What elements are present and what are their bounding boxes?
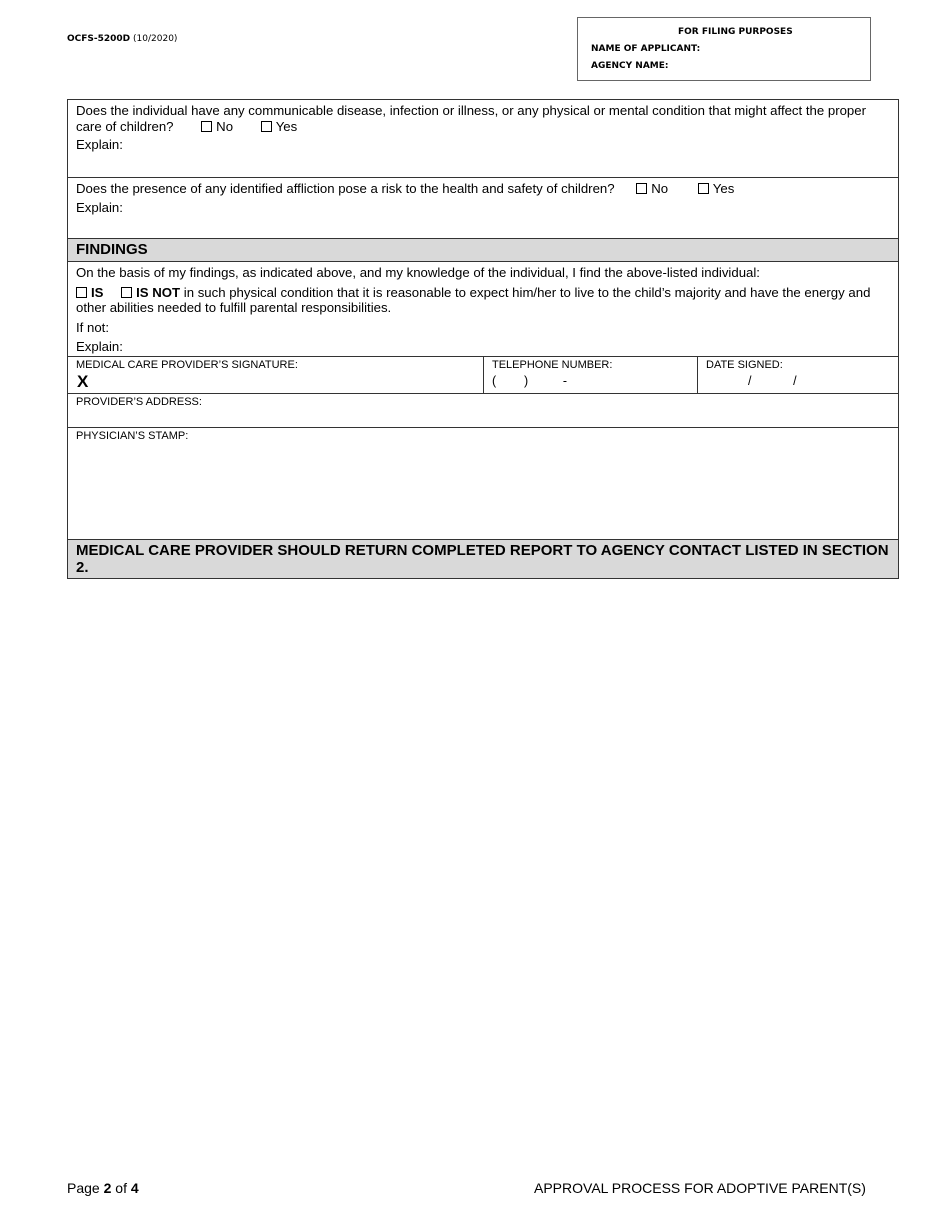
findings-intro: On the basis of my findings, as indicated above, and my knowledge of the individual, I find the above-listed individual: <box>76 265 760 280</box>
page-number <box>67 1180 139 1196</box>
page-current: 2 <box>103 1180 112 1196</box>
checkbox[interactable] <box>201 121 212 132</box>
option-label: IS NOT <box>136 285 181 300</box>
medical-form-table <box>67 99 899 579</box>
provider-signature-field[interactable] <box>68 357 484 393</box>
date-signed-field[interactable] <box>698 357 898 393</box>
field-label: TELEPHONE NUMBER: <box>492 359 613 371</box>
affliction-risk-question <box>68 178 898 239</box>
name-of-applicant-field[interactable]: NAME OF APPLICANT: <box>591 44 701 54</box>
physician-stamp-area[interactable] <box>68 428 898 540</box>
statement-text: in such physical condition that it is reasonable to expect him/her to live to the child’s majority and have the energy and other abilities needed to fulfill parental responsibilities. <box>76 285 871 315</box>
q1-explain-field[interactable]: Explain: <box>76 137 123 152</box>
field-label: DATE SIGNED: <box>706 359 783 371</box>
form-number: OCFS-5200D <box>67 34 131 44</box>
phone-format: ( ) - <box>492 374 567 388</box>
checkbox[interactable] <box>261 121 272 132</box>
checkbox[interactable] <box>636 183 647 194</box>
option-label: No <box>651 181 669 196</box>
findings-statement <box>76 285 896 315</box>
option-label: IS <box>91 285 104 300</box>
provider-address-field[interactable] <box>68 394 898 428</box>
agency-name-field[interactable]: AGENCY NAME: <box>591 61 669 71</box>
filing-title: FOR FILING PURPOSES <box>678 27 793 37</box>
field-label: MEDICAL CARE PROVIDER’S SIGNATURE: <box>76 359 298 371</box>
q2-no-option[interactable] <box>636 181 668 197</box>
page-of: of <box>115 1180 127 1196</box>
findings-heading: FINDINGS <box>68 239 898 262</box>
q1-yes-option[interactable] <box>261 119 298 135</box>
return-notice: MEDICAL CARE PROVIDER SHOULD RETURN COMPLETED REPORT TO AGENCY CONTACT LISTED IN SECTION 2. <box>68 540 898 578</box>
q2-yes-option[interactable] <box>698 181 735 197</box>
signature-mark: X <box>77 372 89 391</box>
question-text: Does the individual have any communicable disease, infection or illness, or any physical or mental condition that might affect the proper care of children? <box>76 103 866 134</box>
field-label: PHYSICIAN’S STAMP: <box>76 430 189 442</box>
checkbox[interactable] <box>698 183 709 194</box>
is-option[interactable] <box>76 285 103 300</box>
document-title: APPROVAL PROCESS FOR ADOPTIVE PARENT(S) <box>534 1180 866 1196</box>
filing-box <box>577 17 871 81</box>
checkbox[interactable] <box>76 287 87 298</box>
page-prefix: Page <box>67 1180 100 1196</box>
option-label: No <box>216 119 234 134</box>
telephone-field[interactable] <box>484 357 698 393</box>
date-format: / / <box>748 374 797 388</box>
findings-explain-field[interactable]: Explain: <box>76 339 123 354</box>
option-label: Yes <box>712 181 735 196</box>
checkbox[interactable] <box>121 287 132 298</box>
question-text: Does the presence of any identified affliction pose a risk to the health and safety of children? <box>76 181 615 196</box>
field-label: PROVIDER’S ADDRESS: <box>76 396 202 408</box>
findings-body <box>68 262 898 357</box>
communicable-disease-question <box>68 100 898 178</box>
form-code <box>67 34 177 44</box>
if-not-label: If not: <box>76 320 109 335</box>
form-revision-date: (10/2020) <box>133 34 178 44</box>
is-not-option[interactable] <box>121 285 180 300</box>
q1-no-option[interactable] <box>201 119 233 135</box>
option-label: Yes <box>275 119 298 134</box>
signature-row <box>68 357 898 394</box>
page-total: 4 <box>130 1180 139 1196</box>
q2-explain-field[interactable]: Explain: <box>76 200 123 215</box>
